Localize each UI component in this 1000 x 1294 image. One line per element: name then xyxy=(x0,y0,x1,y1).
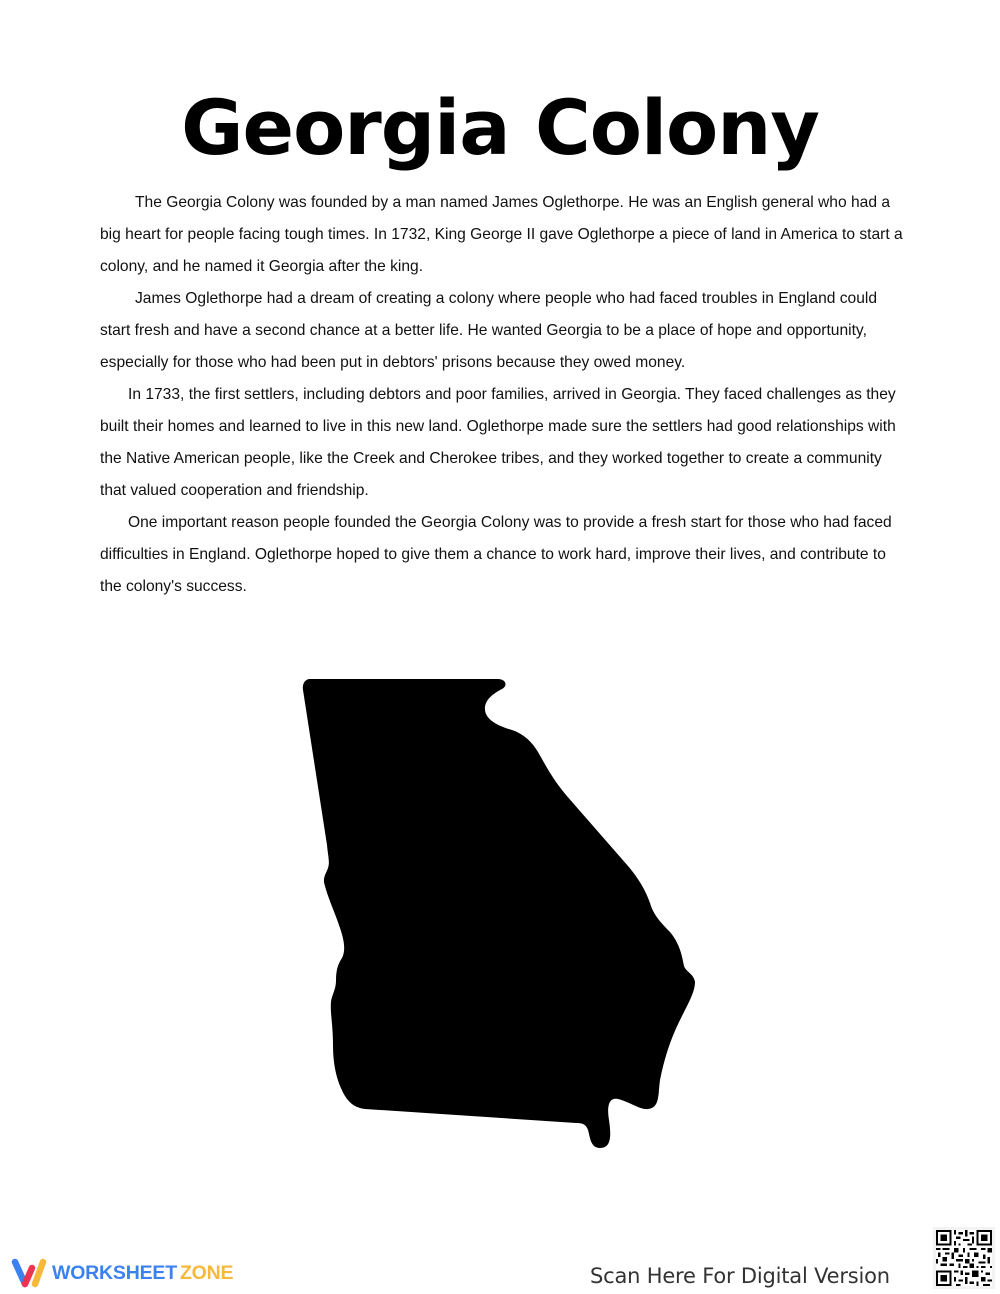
paragraph-1: The Georgia Colony was founded by a man named James Oglethorpe. He was an English general who had a big heart for people facing tough times. In 1732, King George II gave Oglethorpe a piece of land in America to start a colony, and he named it Georgia after the king. xyxy=(100,194,903,275)
paragraph-2: James Oglethorpe had a dream of creating a colony where people who had faced troubles in England could start fresh and have a second chance at a better life. He wanted Georgia to be a place of hope and opportunity, especially for those who had been put in debtors' prisons because they owed money. xyxy=(100,290,878,371)
paragraph-4: One important reason people founded the Georgia Colony was to provide a fresh start for those who had faced difficulties in England. Oglethorpe hoped to give them a chance to work hard, improve their lives, and contribute to the colony's success. xyxy=(100,514,892,595)
paragraph-3: In 1733, the first settlers, including debtors and poor families, arrived in Georgia. They faced challenges as they built their homes and learned to live in this new land. Oglethorpe made sure the settlers had good relationships with the Native American people, like the Creek and Cherokee tribes, and they worked together to create a community that valued cooperation and friendship. xyxy=(100,386,896,499)
article-body xyxy=(100,187,910,603)
logo-wordmark xyxy=(52,1256,233,1290)
worksheetzone-w-icon xyxy=(10,1256,48,1290)
scan-label: Scan Here For Digital Version xyxy=(590,1264,890,1288)
logo-word-zone: ZONE xyxy=(179,1262,234,1284)
qr-code[interactable] xyxy=(933,1227,995,1289)
qr-code-icon xyxy=(936,1230,992,1286)
worksheetzone-logo[interactable] xyxy=(10,1256,233,1290)
page-title: Georgia Colony xyxy=(181,83,819,172)
logo-word-worksheet: WORKSHEET xyxy=(52,1262,177,1284)
